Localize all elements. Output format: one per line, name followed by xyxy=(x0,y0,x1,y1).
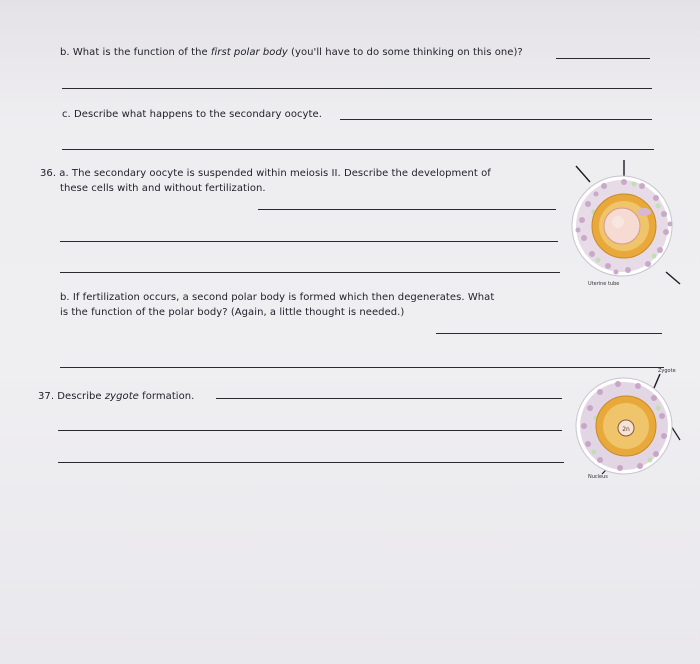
question-36a-line2: these cells with and without fertilization. xyxy=(60,183,266,194)
zygote-label: Zygote xyxy=(658,368,676,374)
answer-line[interactable] xyxy=(58,430,562,431)
question-35c: c. Describe what happens to the secondary oocyte. xyxy=(62,109,322,120)
question-37 xyxy=(38,390,194,404)
svg-text:2n: 2n xyxy=(622,426,630,433)
answer-line[interactable] xyxy=(62,149,654,150)
question-37-suffix: formation. xyxy=(138,391,195,402)
nucleus-label: Nucleus xyxy=(588,474,608,480)
zygote-figure xyxy=(562,368,692,488)
secondary-oocyte-figure xyxy=(558,160,688,290)
answer-line[interactable] xyxy=(60,272,560,273)
uterine-tube-label: Uterine tube xyxy=(588,281,620,287)
answer-line[interactable] xyxy=(60,241,558,242)
answer-line[interactable] xyxy=(258,209,556,210)
question-35b-prefix: b. What is the function of the xyxy=(60,47,211,58)
answer-line[interactable] xyxy=(556,58,650,59)
question-36b-line1: b. If fertilization occurs, a second polar body is formed which then degenerates. What xyxy=(60,292,495,303)
question-37-italic: zygote xyxy=(104,391,139,402)
answer-line[interactable] xyxy=(62,88,652,89)
question-35b-suffix: (you'll have to do some thinking on this one)? xyxy=(287,47,523,58)
question-36b-line2: is the function of the polar body? (Again, a little thought is needed.) xyxy=(60,307,405,318)
question-35b xyxy=(60,46,523,60)
answer-line[interactable] xyxy=(216,398,562,399)
answer-line[interactable] xyxy=(340,119,652,120)
answer-line[interactable] xyxy=(58,462,564,463)
answer-line[interactable] xyxy=(436,333,662,334)
question-37-prefix: 37. Describe xyxy=(38,391,105,402)
question-35b-italic: first polar body xyxy=(210,47,288,58)
question-36a-line1: 36. a. The secondary oocyte is suspended within meiosis II. Describe the development of xyxy=(40,168,491,179)
